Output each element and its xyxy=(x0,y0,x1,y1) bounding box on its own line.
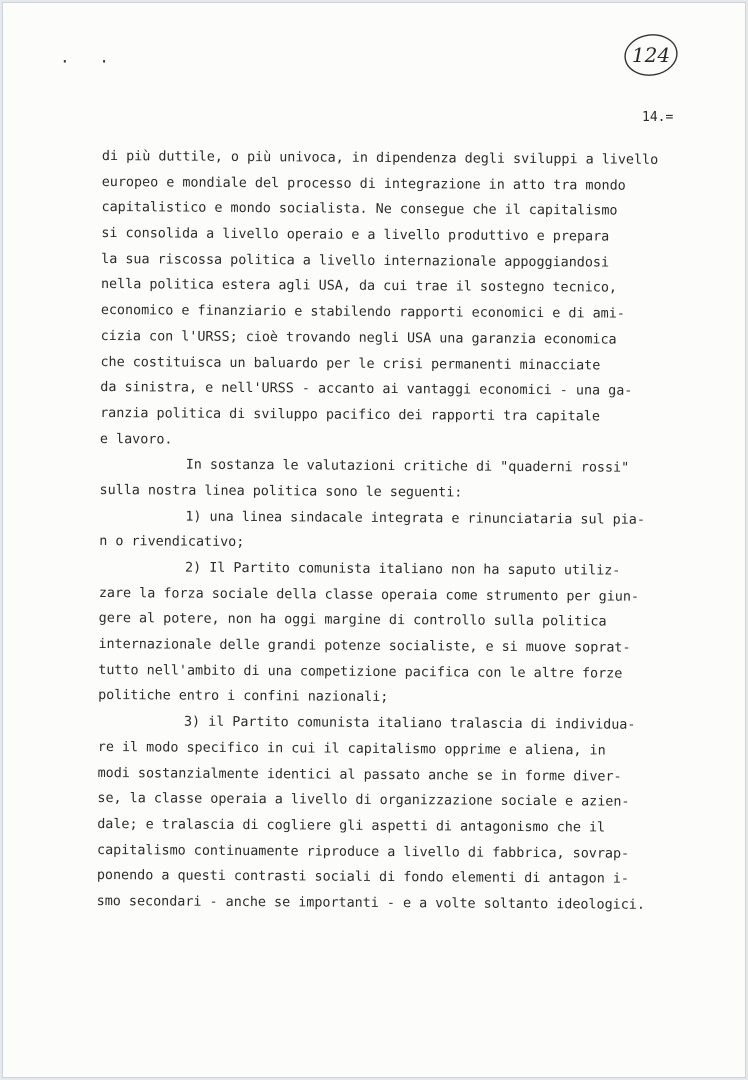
text-line: gere al potere, non ha oggi margine di controllo sulla politica xyxy=(98,611,607,630)
text-line: la sua riscossa politica a livello internazionale appoggiandosi xyxy=(101,251,610,271)
text-line: politiche entro i confini nazionali; xyxy=(98,688,389,706)
body-text xyxy=(97,144,722,919)
text-line: cizia con l'URSS; cioè trovando negli USA una garanzia economica xyxy=(100,328,617,348)
text-line: dale; e tralascia di cogliere gli aspetti di antagonismo che il xyxy=(97,816,606,836)
text-line: capitalismo continuamente riproduce a livello di fabbrica, sovrap- xyxy=(97,842,630,862)
paragraph-start-line: In sostanza le valutazioni critiche di "quaderni rossi" xyxy=(185,457,630,476)
stamp-number: 124 xyxy=(631,43,671,67)
text-line: economico e finanziario e stabilendo rapporti economici e di ami- xyxy=(100,303,625,322)
stamp-circle-icon xyxy=(623,32,679,78)
text-line: nella politica estera agli USA, da cui trae il sostegno tecnico, xyxy=(100,277,618,297)
text-line: internazionale delle grandi potenze socialiste, e si muove soprat- xyxy=(98,637,631,656)
text-line: che costituisca un baluardo per le crisi permanenti minacciate xyxy=(100,354,601,373)
margin-mark: · · xyxy=(60,52,119,71)
text-line: smo secondari - anche se importanti - e a volte soltanto ideologici. xyxy=(96,893,645,913)
text-line: e lavoro. xyxy=(99,431,173,448)
list-item-3-start: 3) il Partito comunista italiano tralascia di individua- xyxy=(183,714,636,733)
text-line: si consolida a livello operaio e a livello produttivo e prepara xyxy=(101,226,610,245)
archive-stamp xyxy=(623,32,679,78)
text-line: da sinistra, e nell'URSS - accanto ai vantaggi economici - una ga- xyxy=(100,380,633,399)
page-number: 14.= xyxy=(642,110,674,125)
text-line: re il modo specifico in cui il capitalismo opprime e aliena, in xyxy=(97,739,606,759)
text-line: n o rivendicativo; xyxy=(99,534,245,551)
list-item-2-start: 2) Il Partito comunista italiano non ha saputo utiliz- xyxy=(184,560,621,579)
text-line: sulla nostra linea politica sono le seguenti: xyxy=(99,482,463,501)
text-line: capitalistico e mondo socialista. Ne consegue che il capitalismo xyxy=(101,200,618,219)
text-line: zare la forza sociale della classe operaia come strumento per giun- xyxy=(98,585,640,605)
text-line: ponendo a questi contrasti sociali di fondo elementi di antagon i- xyxy=(96,868,630,887)
text-line: tutto nell'ambito di una competizione pacifica con le altre forze xyxy=(98,662,623,682)
text-line: ranzia politica di sviluppo pacifico dei rapporti tra capitale xyxy=(100,405,601,425)
list-item-1-start: 1) una linea sindacale integrata e rinunciataria sul pia- xyxy=(185,509,645,528)
text-line: europeo e mondiale del processo di integrazione in atto tra mondo xyxy=(101,174,626,194)
text-line: modi sostanzialmente identici al passato anche se in forme diver- xyxy=(97,765,622,785)
text-line: se, la classe operaia a livello di organizzazione sociale e azien- xyxy=(97,791,630,810)
text-line: di più duttile, o più univoca, in dipendenza degli sviluppi a livello xyxy=(101,148,659,168)
